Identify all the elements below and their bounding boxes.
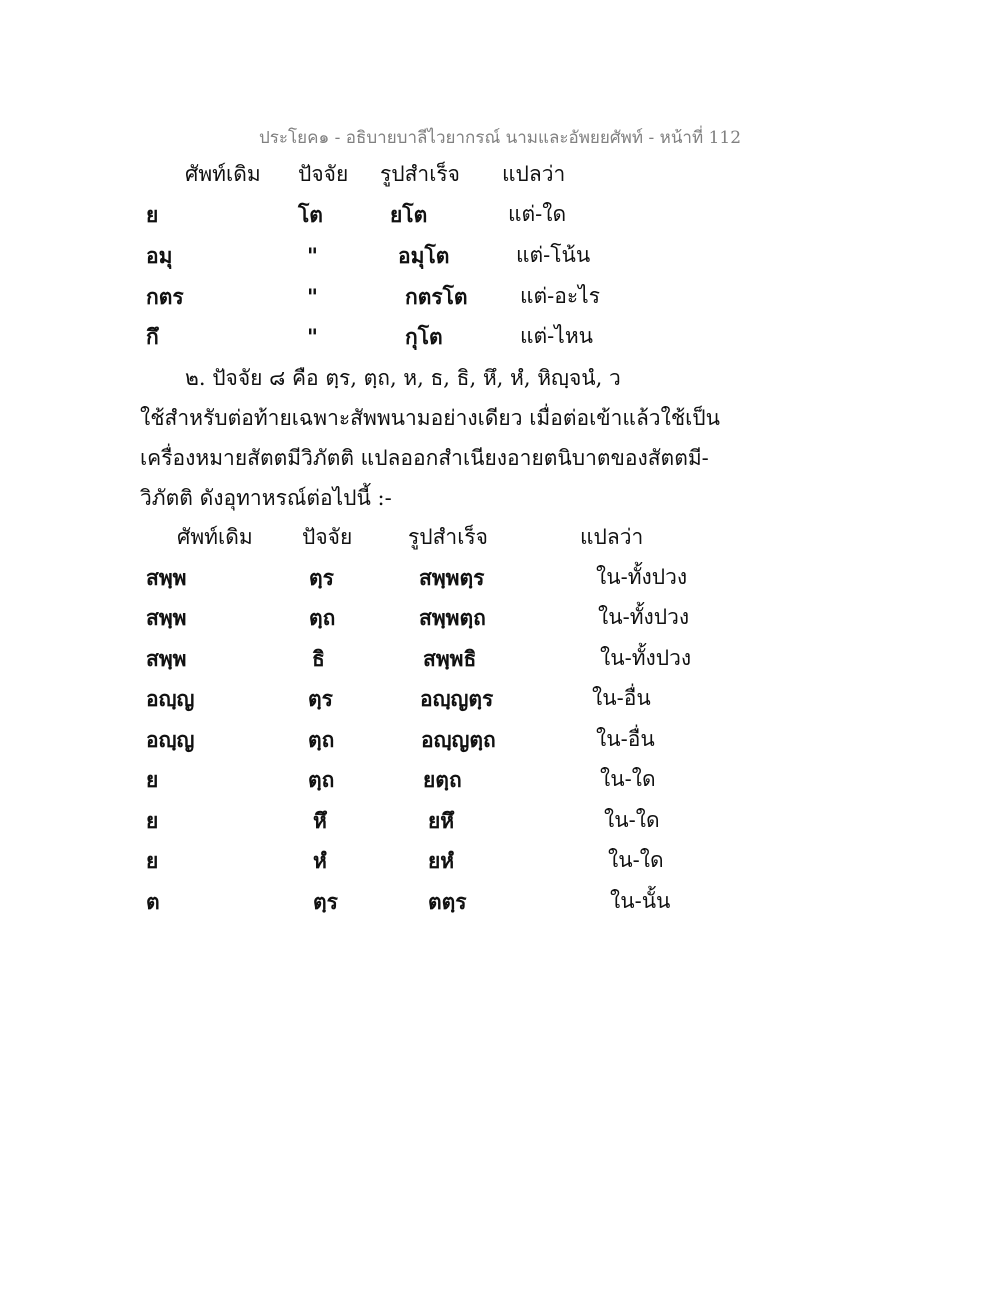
table2-result: อญฺญตฺถ [421, 727, 496, 752]
table2-base-word: อญฺญ [146, 686, 195, 711]
table2-meaning: ใน-ใด [600, 767, 656, 791]
table1-suffix: โต [298, 202, 323, 227]
table1-meaning: แต่-ใด [508, 202, 567, 226]
table1-result: อมุโต [398, 243, 450, 268]
table2-suffix: ตฺร [313, 889, 338, 914]
table1-header-base-word: ศัพท์เดิม [185, 162, 261, 186]
table1-result: ยโต [390, 202, 428, 227]
table2-meaning: ใน-ทั้งปวง [600, 646, 692, 670]
table1-base-word: กตร [146, 284, 184, 309]
table1-result: กุโต [405, 324, 443, 349]
paragraph-line: เครื่องหมายสัตตมีวิภัตติ แปลออกสำเนียงอายตนิบาตของสัตตมี- [140, 446, 709, 470]
table2-result: ยตฺถ [423, 767, 462, 792]
table1-header-meaning: แปลว่า [502, 162, 566, 186]
table2-meaning: ใน-ทั้งปวง [596, 565, 688, 589]
table2-result: อญฺญตฺร [420, 686, 494, 711]
table1-suffix: " [307, 324, 318, 349]
table1-suffix: " [307, 284, 318, 309]
table2-base-word: ย [146, 848, 159, 873]
table2-meaning: ใน-ใด [608, 848, 664, 872]
table2-suffix: ตฺถ [309, 605, 336, 630]
table1-meaning: แต่-ไหน [520, 324, 594, 348]
table2-base-word: สพฺพ [146, 605, 187, 630]
table2-header-result: รูปสำเร็จ [408, 525, 488, 549]
table2-meaning: ใน-ใด [604, 808, 660, 832]
table2-meaning: ใน-ทั้งปวง [598, 605, 690, 629]
table2-header-suffix: ปัจจัย [302, 525, 353, 549]
table2-base-word: สพฺพ [146, 565, 187, 590]
table2-suffix: ตฺถ [308, 727, 335, 752]
table1-meaning: แต่-โน้น [516, 243, 591, 267]
table2-meaning: ใน-นั้น [610, 889, 671, 913]
table2-meaning: ใน-อื่น [596, 727, 655, 751]
table2-suffix: หํ [313, 848, 327, 873]
table2-result: สพฺพตฺถ [419, 605, 486, 630]
paragraph-line: วิภัตติ ดังอุทาหรณ์ต่อไปนี้ :- [140, 486, 392, 510]
table1-meaning: แต่-อะไร [520, 284, 601, 308]
table1-base-word: กึ [146, 324, 159, 349]
table2-header-base-word: ศัพท์เดิม [177, 525, 253, 549]
table2-result: สพฺพตฺร [419, 565, 485, 590]
table1-result: กตรโต [405, 284, 468, 309]
table2-meaning: ใน-อื่น [592, 686, 651, 710]
table2-result: ตตฺร [428, 889, 467, 914]
page-header: ประโยค๑ - อธิบายบาลีไวยากรณ์ นามและอัพยยศัพท์ - หน้าที่ 112 [258, 128, 742, 148]
table2-base-word: ย [146, 808, 159, 833]
table2-suffix: ตฺร [308, 686, 333, 711]
table1-suffix: " [307, 243, 318, 268]
table2-suffix: ธิ [312, 646, 325, 671]
table2-result: ยหํ [428, 848, 455, 873]
table1-header-result: รูปสำเร็จ [380, 162, 460, 186]
table1-base-word: อมุ [146, 243, 173, 268]
table2-result: ยหึ [428, 808, 455, 833]
table2-suffix: หึ [313, 808, 327, 833]
table2-base-word: สพฺพ [146, 646, 187, 671]
table2-base-word: อญฺญ [146, 727, 195, 752]
paragraph-line: ใช้สำหรับต่อท้ายเฉพาะสัพพนามอย่างเดียว เมื่อต่อเข้าแล้วใช้เป็น [140, 406, 720, 430]
table2-base-word: ย [146, 767, 159, 792]
table2-suffix: ตฺถ [308, 767, 335, 792]
table1-base-word: ย [146, 202, 159, 227]
table2-base-word: ต [146, 889, 160, 914]
paragraph-line: ๒. ปัจจัย ๘ คือ ตฺร, ตฺถ, ห, ธ, ธิ, หึ, หํ, หิญฺจนํ, ว [185, 366, 621, 390]
table1-header-suffix: ปัจจัย [298, 162, 349, 186]
table2-suffix: ตฺร [309, 565, 334, 590]
table2-result: สพฺพธิ [423, 646, 477, 671]
table2-header-meaning: แปลว่า [580, 525, 644, 549]
